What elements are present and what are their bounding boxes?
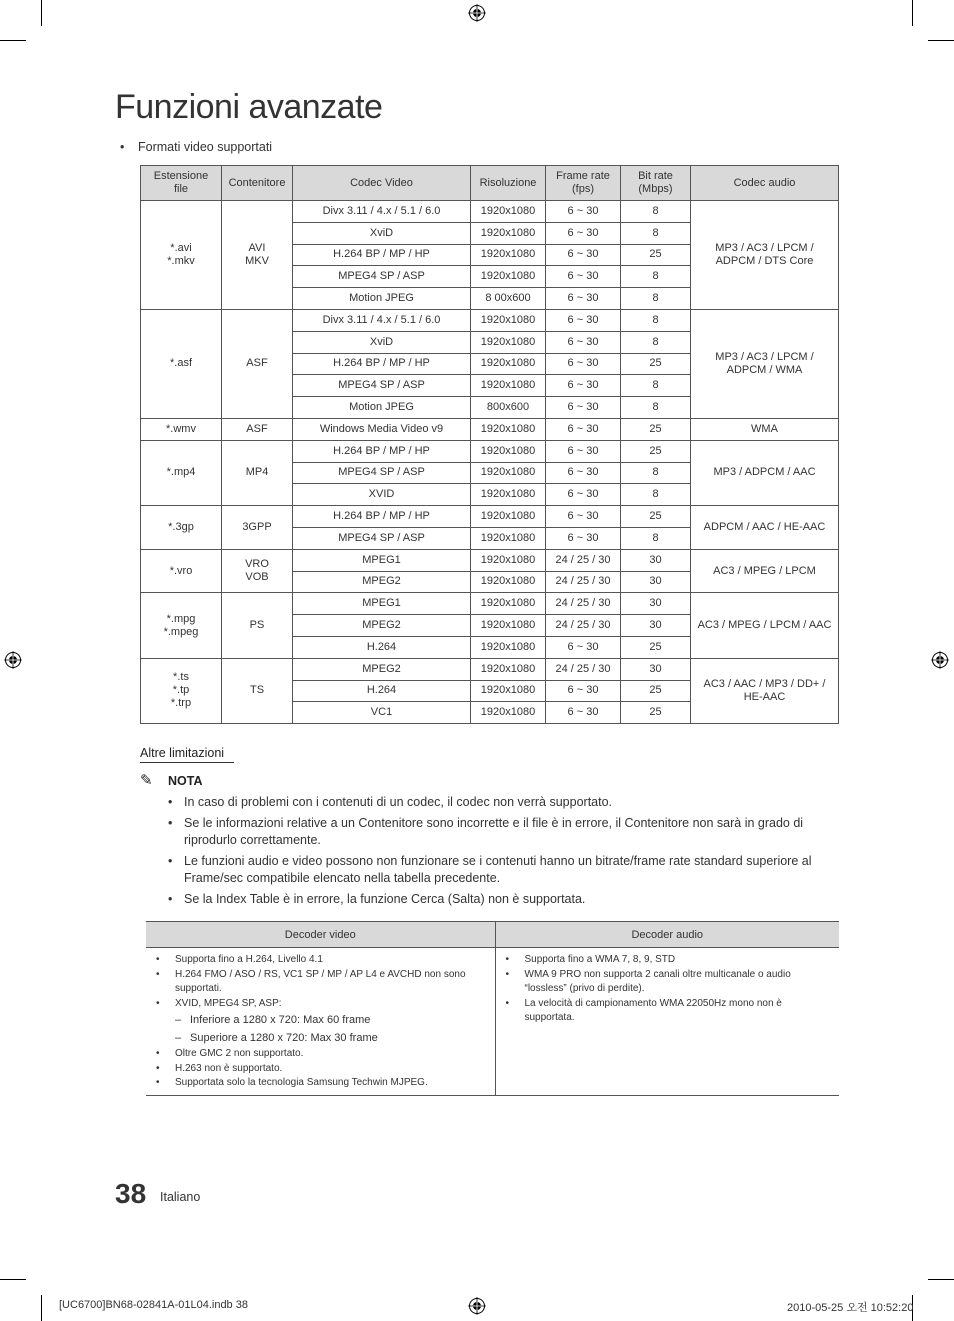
frame-rate-cell: 6 ~ 30 bbox=[546, 680, 621, 702]
video-codec-cell: Divx 3.11 / 4.x / 5.1 / 6.0 bbox=[293, 309, 471, 331]
video-codec-cell: MPEG4 SP / ASP bbox=[293, 375, 471, 397]
audio-decoder-cell bbox=[495, 948, 839, 1096]
bit-rate-cell: 8 bbox=[621, 397, 691, 419]
resolution-cell: 1920x1080 bbox=[471, 375, 546, 397]
crop-mark bbox=[41, 1295, 42, 1321]
video-codec-cell: MPEG2 bbox=[293, 571, 471, 593]
container-cell: VRO VOB bbox=[222, 549, 293, 593]
list-item: • Supporta fino a WMA 7, 8, 9, STD bbox=[504, 953, 832, 968]
video-codec-cell: MPEG1 bbox=[293, 593, 471, 615]
video-codec-cell: H.264 BP / MP / HP bbox=[293, 440, 471, 462]
extension-cell: *.mp4 bbox=[141, 440, 222, 505]
video-codec-cell: MPEG2 bbox=[293, 658, 471, 680]
frame-rate-cell: 6 ~ 30 bbox=[546, 266, 621, 288]
registration-mark-icon bbox=[468, 4, 486, 22]
table-row bbox=[141, 440, 839, 462]
audio-codec-cell: MP3 / AC3 / LPCM / ADPCM / DTS Core bbox=[691, 201, 839, 310]
pencil-note-icon: ✎ bbox=[140, 772, 153, 789]
video-codec-cell: H.264 BP / MP / HP bbox=[293, 353, 471, 375]
video-codec-cell: Windows Media Video v9 bbox=[293, 418, 471, 440]
frame-rate-cell: 6 ~ 30 bbox=[546, 288, 621, 310]
table-row bbox=[141, 658, 839, 680]
audio-codec-cell: AC3 / MPEG / LPCM bbox=[691, 549, 839, 593]
bit-rate-cell: 8 bbox=[621, 201, 691, 223]
bit-rate-cell: 30 bbox=[621, 615, 691, 637]
video-formats-table bbox=[140, 165, 839, 724]
table-row bbox=[141, 201, 839, 223]
video-codec-cell: Motion JPEG bbox=[293, 288, 471, 310]
video-codec-cell: Motion JPEG bbox=[293, 397, 471, 419]
video-codec-cell: XviD bbox=[293, 331, 471, 353]
column-header: Contenitore bbox=[222, 166, 293, 201]
frame-rate-cell: 6 ~ 30 bbox=[546, 201, 621, 223]
note-header bbox=[140, 771, 203, 789]
frame-rate-cell: 6 ~ 30 bbox=[546, 331, 621, 353]
bit-rate-cell: 30 bbox=[621, 593, 691, 615]
frame-rate-cell: 24 / 25 / 30 bbox=[546, 615, 621, 637]
video-codec-cell: H.264 BP / MP / HP bbox=[293, 506, 471, 528]
audio-codec-cell: AC3 / MPEG / LPCM / AAC bbox=[691, 593, 839, 658]
note-label: NOTA bbox=[168, 774, 203, 788]
list-item: • XVID, MPEG4 SP, ASP: bbox=[154, 997, 487, 1012]
resolution-cell: 1920x1080 bbox=[471, 527, 546, 549]
bit-rate-cell: 25 bbox=[621, 636, 691, 658]
container-cell: TS bbox=[222, 658, 293, 723]
container-cell: 3GPP bbox=[222, 506, 293, 550]
resolution-cell: 1920x1080 bbox=[471, 549, 546, 571]
resolution-cell: 1920x1080 bbox=[471, 440, 546, 462]
bit-rate-cell: 30 bbox=[621, 549, 691, 571]
video-codec-cell: H.264 bbox=[293, 636, 471, 658]
frame-rate-cell: 6 ~ 30 bbox=[546, 462, 621, 484]
print-file-info: [UC6700]BN68-02841A-01L04.indb 38 bbox=[59, 1299, 248, 1311]
table-row bbox=[141, 418, 839, 440]
column-header: Codec audio bbox=[691, 166, 839, 201]
table-row bbox=[141, 309, 839, 331]
video-codec-cell: H.264 BP / MP / HP bbox=[293, 244, 471, 266]
video-decoder-cell bbox=[146, 948, 495, 1096]
resolution-cell: 1920x1080 bbox=[471, 636, 546, 658]
frame-rate-cell: 6 ~ 30 bbox=[546, 375, 621, 397]
extension-cell: *.3gp bbox=[141, 506, 222, 550]
bit-rate-cell: 25 bbox=[621, 353, 691, 375]
list-item: • Se le informazioni relative a un Contenitore sono incorrette e il file è in errore, il Contenitore non sarà in grado di riprodurlo correttamente. bbox=[166, 815, 836, 849]
resolution-cell: 1920x1080 bbox=[471, 418, 546, 440]
video-codec-cell: XviD bbox=[293, 222, 471, 244]
crop-mark bbox=[928, 40, 954, 41]
resolution-cell: 1920x1080 bbox=[471, 244, 546, 266]
frame-rate-cell: 6 ~ 30 bbox=[546, 309, 621, 331]
list-item: • La velocità di campionamento WMA 22050Hz mono non è supportata. bbox=[504, 997, 832, 1026]
extension-cell: *.ts *.tp *.trp bbox=[141, 658, 222, 723]
table-row bbox=[141, 593, 839, 615]
resolution-cell: 1920x1080 bbox=[471, 331, 546, 353]
note-list bbox=[166, 794, 836, 912]
audio-decoder-list bbox=[504, 953, 832, 1026]
decoder-table bbox=[146, 921, 839, 1096]
resolution-cell: 1920x1080 bbox=[471, 702, 546, 724]
bit-rate-cell: 25 bbox=[621, 418, 691, 440]
crop-mark bbox=[0, 1279, 26, 1280]
video-codec-cell: MPEG1 bbox=[293, 549, 471, 571]
crop-mark bbox=[0, 40, 26, 41]
resolution-cell: 1920x1080 bbox=[471, 484, 546, 506]
section-heading: Altre limitazioni bbox=[140, 746, 234, 763]
audio-codec-cell: AC3 / AAC / MP3 / DD+ / HE-AAC bbox=[691, 658, 839, 723]
registration-mark-icon bbox=[4, 651, 22, 669]
frame-rate-cell: 6 ~ 30 bbox=[546, 353, 621, 375]
crop-mark bbox=[912, 0, 913, 26]
video-codec-cell: Divx 3.11 / 4.x / 5.1 / 6.0 bbox=[293, 201, 471, 223]
bit-rate-cell: 30 bbox=[621, 658, 691, 680]
extension-cell: *.vro bbox=[141, 549, 222, 593]
video-codec-cell: H.264 bbox=[293, 680, 471, 702]
table-row bbox=[146, 948, 839, 1096]
frame-rate-cell: 6 ~ 30 bbox=[546, 244, 621, 266]
video-codec-cell: MPEG4 SP / ASP bbox=[293, 527, 471, 549]
bit-rate-cell: 25 bbox=[621, 244, 691, 266]
registration-mark-icon bbox=[931, 651, 949, 669]
list-item: – Inferiore a 1280 x 720: Max 60 frame bbox=[154, 1011, 487, 1029]
list-item: • Supporta fino a H.264, Livello 4.1 bbox=[154, 953, 487, 968]
column-header: Bit rate (Mbps) bbox=[621, 166, 691, 201]
container-cell: AVI MKV bbox=[222, 201, 293, 310]
video-decoder-list bbox=[154, 953, 487, 1091]
column-header: Risoluzione bbox=[471, 166, 546, 201]
extension-cell: *.asf bbox=[141, 309, 222, 418]
resolution-cell: 1920x1080 bbox=[471, 266, 546, 288]
video-codec-cell: VC1 bbox=[293, 702, 471, 724]
resolution-cell: 1920x1080 bbox=[471, 680, 546, 702]
bit-rate-cell: 25 bbox=[621, 440, 691, 462]
bullet-dot: • bbox=[120, 140, 125, 154]
list-item: • H.264 FMO / ASO / RS, VC1 SP / MP / AP L4 e AVCHD non sono supportati. bbox=[154, 968, 487, 997]
bit-rate-cell: 8 bbox=[621, 484, 691, 506]
print-timestamp: 2010-05-25 오전 10:52:20 bbox=[787, 1302, 914, 1314]
column-header: Estensione file bbox=[141, 166, 222, 201]
list-item: • Supportata solo la tecnologia Samsung Techwin MJPEG. bbox=[154, 1076, 487, 1091]
resolution-cell: 800x600 bbox=[471, 397, 546, 419]
resolution-cell: 8 00x600 bbox=[471, 288, 546, 310]
audio-codec-cell: ADPCM / AAC / HE-AAC bbox=[691, 506, 839, 550]
list-item: • Se la Index Table è in errore, la funzione Cerca (Salta) non è supportata. bbox=[166, 891, 836, 908]
table-header-row bbox=[141, 166, 839, 201]
bit-rate-cell: 30 bbox=[621, 571, 691, 593]
column-header: Decoder audio bbox=[495, 922, 839, 948]
resolution-cell: 1920x1080 bbox=[471, 222, 546, 244]
frame-rate-cell: 6 ~ 30 bbox=[546, 222, 621, 244]
video-codec-cell: MPEG4 SP / ASP bbox=[293, 266, 471, 288]
bit-rate-cell: 8 bbox=[621, 331, 691, 353]
page-language: Italiano bbox=[160, 1190, 201, 1204]
audio-codec-cell: WMA bbox=[691, 418, 839, 440]
audio-codec-cell: MP3 / ADPCM / AAC bbox=[691, 440, 839, 505]
column-header: Decoder video bbox=[146, 922, 495, 948]
extension-cell: *.mpg *.mpeg bbox=[141, 593, 222, 658]
container-cell: MP4 bbox=[222, 440, 293, 505]
video-codec-cell: XVID bbox=[293, 484, 471, 506]
page-number: 38 bbox=[115, 1178, 147, 1209]
bit-rate-cell: 8 bbox=[621, 375, 691, 397]
list-item: • In caso di problemi con i contenuti di un codec, il codec non verrà supportato. bbox=[166, 794, 836, 811]
intro-bullet-text: Formati video supportati bbox=[138, 140, 273, 154]
extension-cell: *.wmv bbox=[141, 418, 222, 440]
frame-rate-cell: 6 ~ 30 bbox=[546, 440, 621, 462]
resolution-cell: 1920x1080 bbox=[471, 658, 546, 680]
frame-rate-cell: 24 / 25 / 30 bbox=[546, 593, 621, 615]
bit-rate-cell: 8 bbox=[621, 462, 691, 484]
registration-mark-icon bbox=[468, 1297, 486, 1315]
resolution-cell: 1920x1080 bbox=[471, 309, 546, 331]
frame-rate-cell: 6 ~ 30 bbox=[546, 397, 621, 419]
frame-rate-cell: 6 ~ 30 bbox=[546, 636, 621, 658]
container-cell: PS bbox=[222, 593, 293, 658]
bit-rate-cell: 25 bbox=[621, 702, 691, 724]
video-codec-cell: MPEG2 bbox=[293, 615, 471, 637]
table-header-row bbox=[146, 922, 839, 948]
crop-mark bbox=[928, 1279, 954, 1280]
list-item: • Le funzioni audio e video possono non funzionare se i contenuti hanno un bitrate/frame rate standard superiore al Frame/sec compatibile elencato nella tabella precedente. bbox=[166, 853, 836, 887]
video-formats-body bbox=[141, 201, 839, 724]
frame-rate-cell: 6 ~ 30 bbox=[546, 484, 621, 506]
frame-rate-cell: 24 / 25 / 30 bbox=[546, 549, 621, 571]
audio-codec-cell: MP3 / AC3 / LPCM / ADPCM / WMA bbox=[691, 309, 839, 418]
crop-mark bbox=[41, 0, 42, 26]
resolution-cell: 1920x1080 bbox=[471, 571, 546, 593]
bit-rate-cell: 8 bbox=[621, 266, 691, 288]
bit-rate-cell: 8 bbox=[621, 527, 691, 549]
frame-rate-cell: 6 ~ 30 bbox=[546, 527, 621, 549]
container-cell: ASF bbox=[222, 309, 293, 418]
container-cell: ASF bbox=[222, 418, 293, 440]
table-row bbox=[141, 549, 839, 571]
resolution-cell: 1920x1080 bbox=[471, 201, 546, 223]
list-item: • Oltre GMC 2 non supportato. bbox=[154, 1047, 487, 1062]
bit-rate-cell: 8 bbox=[621, 288, 691, 310]
column-header: Frame rate (fps) bbox=[546, 166, 621, 201]
table-row bbox=[141, 506, 839, 528]
frame-rate-cell: 24 / 25 / 30 bbox=[546, 571, 621, 593]
list-item: – Superiore a 1280 x 720: Max 30 frame bbox=[154, 1029, 487, 1047]
frame-rate-cell: 6 ~ 30 bbox=[546, 418, 621, 440]
resolution-cell: 1920x1080 bbox=[471, 506, 546, 528]
resolution-cell: 1920x1080 bbox=[471, 462, 546, 484]
resolution-cell: 1920x1080 bbox=[471, 353, 546, 375]
page-title: Funzioni avanzate bbox=[115, 88, 383, 126]
extension-cell: *.avi *.mkv bbox=[141, 201, 222, 310]
bit-rate-cell: 8 bbox=[621, 222, 691, 244]
list-item: • WMA 9 PRO non supporta 2 canali oltre multicanale o audio “lossless” (privo di perdite). bbox=[504, 968, 832, 997]
resolution-cell: 1920x1080 bbox=[471, 593, 546, 615]
bit-rate-cell: 25 bbox=[621, 506, 691, 528]
frame-rate-cell: 6 ~ 30 bbox=[546, 702, 621, 724]
column-header: Codec Video bbox=[293, 166, 471, 201]
resolution-cell: 1920x1080 bbox=[471, 615, 546, 637]
frame-rate-cell: 6 ~ 30 bbox=[546, 506, 621, 528]
frame-rate-cell: 24 / 25 / 30 bbox=[546, 658, 621, 680]
list-item: • H.263 non è supportato. bbox=[154, 1062, 487, 1077]
bit-rate-cell: 8 bbox=[621, 309, 691, 331]
intro-bullet bbox=[120, 140, 272, 154]
video-codec-cell: MPEG4 SP / ASP bbox=[293, 462, 471, 484]
bit-rate-cell: 25 bbox=[621, 680, 691, 702]
